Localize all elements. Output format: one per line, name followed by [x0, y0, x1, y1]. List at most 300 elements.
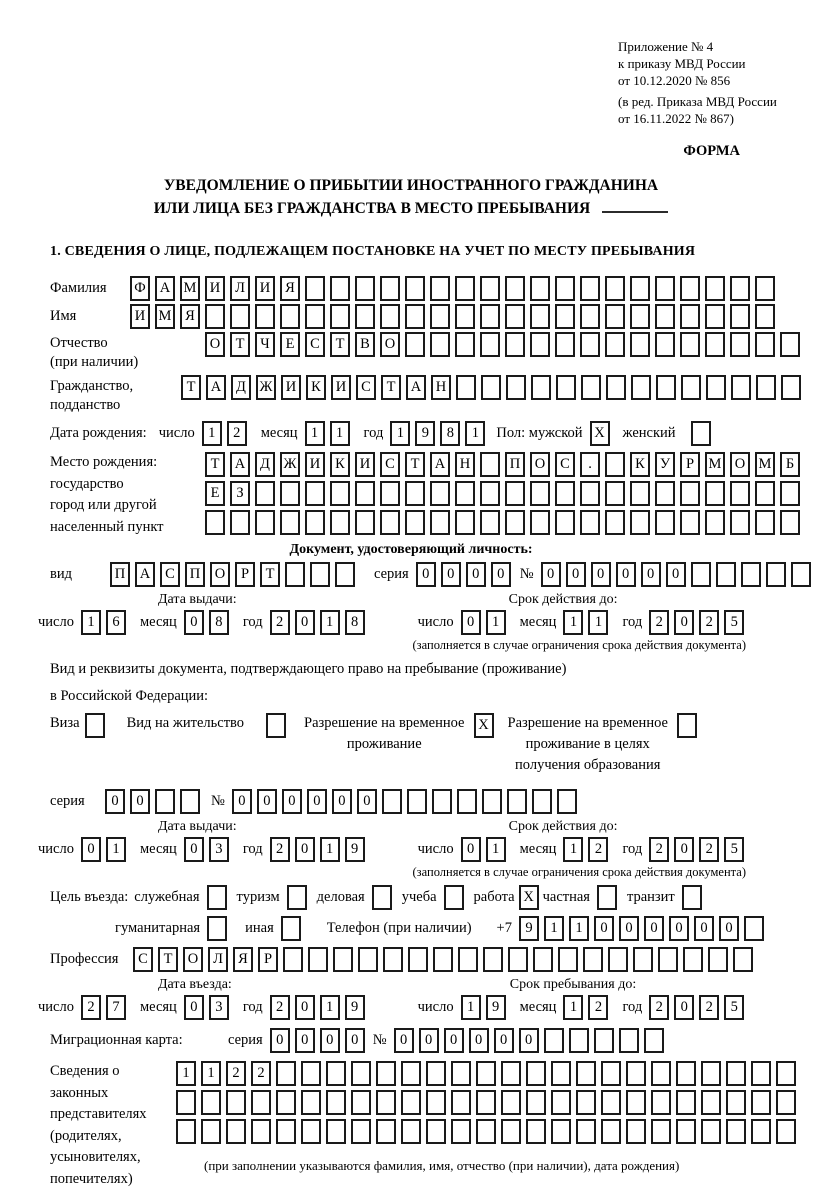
char-cell[interactable] [751, 1119, 771, 1144]
char-cell[interactable]: О [183, 947, 203, 972]
char-cell[interactable] [426, 1090, 446, 1115]
char-cell[interactable] [451, 1119, 471, 1144]
char-cell[interactable]: С [555, 452, 575, 477]
char-cell[interactable] [351, 1119, 371, 1144]
char-cell[interactable] [430, 481, 450, 506]
char-cell[interactable] [305, 510, 325, 535]
char-cell[interactable]: 0 [444, 1028, 464, 1053]
char-cell[interactable] [532, 789, 552, 814]
char-cell[interactable] [280, 304, 300, 329]
char-cell[interactable]: 5 [724, 995, 744, 1020]
char-cell[interactable] [456, 375, 476, 400]
char-cell[interactable] [691, 562, 711, 587]
char-cell[interactable]: 0 [461, 610, 481, 635]
char-cell[interactable]: 2 [81, 995, 101, 1020]
char-cell[interactable]: О [210, 562, 230, 587]
char-cell[interactable] [581, 375, 601, 400]
char-cell[interactable] [644, 1028, 664, 1053]
char-cell[interactable] [730, 481, 750, 506]
char-cell[interactable] [508, 947, 528, 972]
char-cell[interactable] [576, 1061, 596, 1086]
char-cell[interactable] [658, 947, 678, 972]
char-cell[interactable] [301, 1090, 321, 1115]
char-cell[interactable] [569, 1028, 589, 1053]
char-cell[interactable]: 2 [226, 1061, 246, 1086]
char-cell[interactable] [455, 510, 475, 535]
char-cell[interactable] [205, 510, 225, 535]
char-cell[interactable]: Н [455, 452, 475, 477]
char-cell[interactable] [432, 789, 452, 814]
char-cell[interactable] [555, 510, 575, 535]
char-cell[interactable] [680, 510, 700, 535]
char-cell[interactable]: 0 [669, 916, 689, 941]
char-cell[interactable]: 9 [345, 837, 365, 862]
char-cell[interactable]: 0 [616, 562, 636, 587]
char-cell[interactable] [780, 481, 800, 506]
char-cell[interactable] [476, 1090, 496, 1115]
char-cell[interactable] [726, 1061, 746, 1086]
char-cell[interactable] [308, 947, 328, 972]
char-cell[interactable]: Т [205, 452, 225, 477]
char-cell[interactable]: 2 [649, 610, 669, 635]
char-cell[interactable] [601, 1090, 621, 1115]
char-cell[interactable] [476, 1119, 496, 1144]
char-cell[interactable]: 0 [674, 610, 694, 635]
char-cell[interactable] [505, 481, 525, 506]
char-cell[interactable]: Р [258, 947, 278, 972]
char-cell[interactable]: 1 [563, 995, 583, 1020]
char-cell[interactable]: 0 [295, 837, 315, 862]
char-cell[interactable]: М [705, 452, 725, 477]
char-cell[interactable]: 5 [724, 837, 744, 862]
char-cell[interactable]: Ф [130, 276, 150, 301]
purpose-business-checkbox[interactable] [372, 885, 392, 910]
char-cell[interactable] [751, 1090, 771, 1115]
char-cell[interactable] [605, 452, 625, 477]
char-cell[interactable] [226, 1090, 246, 1115]
char-cell[interactable] [433, 947, 453, 972]
char-cell[interactable] [276, 1061, 296, 1086]
char-cell[interactable] [705, 276, 725, 301]
char-cell[interactable] [305, 276, 325, 301]
char-cell[interactable]: И [305, 452, 325, 477]
char-cell[interactable] [355, 481, 375, 506]
char-cell[interactable] [676, 1090, 696, 1115]
char-cell[interactable] [476, 1061, 496, 1086]
char-cell[interactable] [730, 276, 750, 301]
char-cell[interactable]: С [380, 452, 400, 477]
char-cell[interactable] [744, 916, 764, 941]
char-cell[interactable]: 1 [486, 837, 506, 862]
char-cell[interactable]: 0 [491, 562, 511, 587]
char-cell[interactable] [626, 1090, 646, 1115]
char-cell[interactable] [405, 276, 425, 301]
char-cell[interactable]: 0 [307, 789, 327, 814]
char-cell[interactable]: О [205, 332, 225, 357]
char-cell[interactable] [576, 1090, 596, 1115]
char-cell[interactable] [205, 304, 225, 329]
char-cell[interactable] [405, 510, 425, 535]
char-cell[interactable]: С [160, 562, 180, 587]
char-cell[interactable] [530, 276, 550, 301]
char-cell[interactable] [556, 375, 576, 400]
char-cell[interactable] [551, 1090, 571, 1115]
char-cell[interactable] [330, 481, 350, 506]
char-cell[interactable] [401, 1119, 421, 1144]
char-cell[interactable]: З [230, 481, 250, 506]
char-cell[interactable] [633, 947, 653, 972]
char-cell[interactable]: В [355, 332, 375, 357]
char-cell[interactable] [776, 1119, 796, 1144]
char-cell[interactable]: Т [405, 452, 425, 477]
char-cell[interactable]: О [380, 332, 400, 357]
char-cell[interactable] [683, 947, 703, 972]
char-cell[interactable] [457, 789, 477, 814]
char-cell[interactable] [680, 304, 700, 329]
char-cell[interactable] [335, 562, 355, 587]
char-cell[interactable]: 2 [270, 995, 290, 1020]
char-cell[interactable] [680, 332, 700, 357]
char-cell[interactable] [480, 452, 500, 477]
char-cell[interactable] [480, 481, 500, 506]
char-cell[interactable] [201, 1090, 221, 1115]
char-cell[interactable]: 8 [345, 610, 365, 635]
char-cell[interactable] [401, 1090, 421, 1115]
char-cell[interactable] [681, 375, 701, 400]
char-cell[interactable] [230, 304, 250, 329]
char-cell[interactable]: 0 [184, 610, 204, 635]
char-cell[interactable]: Я [280, 276, 300, 301]
char-cell[interactable]: Ж [256, 375, 276, 400]
char-cell[interactable]: И [281, 375, 301, 400]
char-cell[interactable]: С [356, 375, 376, 400]
char-cell[interactable] [251, 1119, 271, 1144]
char-cell[interactable]: 0 [641, 562, 661, 587]
char-cell[interactable]: А [406, 375, 426, 400]
char-cell[interactable] [630, 481, 650, 506]
char-cell[interactable] [601, 1119, 621, 1144]
char-cell[interactable] [726, 1090, 746, 1115]
char-cell[interactable]: 0 [674, 837, 694, 862]
char-cell[interactable]: Д [231, 375, 251, 400]
char-cell[interactable]: А [135, 562, 155, 587]
char-cell[interactable]: 1 [569, 916, 589, 941]
char-cell[interactable]: 0 [105, 789, 125, 814]
temp-permit-checkbox[interactable]: X [474, 713, 494, 738]
char-cell[interactable] [430, 510, 450, 535]
char-cell[interactable]: А [155, 276, 175, 301]
char-cell[interactable] [656, 375, 676, 400]
char-cell[interactable] [326, 1061, 346, 1086]
char-cell[interactable] [551, 1119, 571, 1144]
char-cell[interactable] [551, 1061, 571, 1086]
char-cell[interactable] [705, 332, 725, 357]
char-cell[interactable]: 7 [106, 995, 126, 1020]
char-cell[interactable] [626, 1061, 646, 1086]
char-cell[interactable] [555, 276, 575, 301]
char-cell[interactable]: О [530, 452, 550, 477]
char-cell[interactable]: Т [158, 947, 178, 972]
char-cell[interactable]: У [655, 452, 675, 477]
char-cell[interactable] [530, 481, 550, 506]
char-cell[interactable]: 0 [357, 789, 377, 814]
char-cell[interactable] [594, 1028, 614, 1053]
char-cell[interactable] [680, 481, 700, 506]
char-cell[interactable]: 1 [320, 610, 340, 635]
char-cell[interactable] [741, 562, 761, 587]
char-cell[interactable] [755, 304, 775, 329]
char-cell[interactable]: 1 [390, 421, 410, 446]
residence-permit-checkbox[interactable] [266, 713, 286, 738]
char-cell[interactable] [755, 481, 775, 506]
purpose-private-checkbox[interactable] [597, 885, 617, 910]
char-cell[interactable]: Т [181, 375, 201, 400]
char-cell[interactable] [608, 947, 628, 972]
char-cell[interactable]: 0 [469, 1028, 489, 1053]
char-cell[interactable] [730, 510, 750, 535]
char-cell[interactable] [355, 304, 375, 329]
char-cell[interactable]: 0 [494, 1028, 514, 1053]
char-cell[interactable] [380, 276, 400, 301]
char-cell[interactable] [480, 510, 500, 535]
char-cell[interactable]: И [355, 452, 375, 477]
char-cell[interactable] [651, 1119, 671, 1144]
char-cell[interactable]: Р [235, 562, 255, 587]
char-cell[interactable] [276, 1119, 296, 1144]
char-cell[interactable] [701, 1119, 721, 1144]
char-cell[interactable]: Т [230, 332, 250, 357]
char-cell[interactable]: 9 [345, 995, 365, 1020]
char-cell[interactable] [557, 789, 577, 814]
char-cell[interactable]: 0 [295, 610, 315, 635]
char-cell[interactable]: 9 [415, 421, 435, 446]
char-cell[interactable] [430, 332, 450, 357]
char-cell[interactable]: 0 [674, 995, 694, 1020]
visa-checkbox[interactable] [85, 713, 105, 738]
char-cell[interactable] [285, 562, 305, 587]
char-cell[interactable]: 2 [649, 837, 669, 862]
char-cell[interactable]: 0 [295, 1028, 315, 1053]
char-cell[interactable] [605, 276, 625, 301]
char-cell[interactable]: 2 [699, 995, 719, 1020]
char-cell[interactable] [751, 1061, 771, 1086]
char-cell[interactable]: 8 [209, 610, 229, 635]
char-cell[interactable] [480, 304, 500, 329]
char-cell[interactable] [755, 510, 775, 535]
char-cell[interactable] [558, 947, 578, 972]
char-cell[interactable] [655, 304, 675, 329]
char-cell[interactable]: 0 [694, 916, 714, 941]
char-cell[interactable]: 0 [644, 916, 664, 941]
char-cell[interactable] [405, 332, 425, 357]
char-cell[interactable]: И [130, 304, 150, 329]
char-cell[interactable]: 0 [282, 789, 302, 814]
char-cell[interactable] [383, 947, 403, 972]
char-cell[interactable]: Я [233, 947, 253, 972]
char-cell[interactable] [780, 332, 800, 357]
char-cell[interactable]: М [755, 452, 775, 477]
char-cell[interactable]: 1 [106, 837, 126, 862]
char-cell[interactable]: И [255, 276, 275, 301]
char-cell[interactable]: Л [208, 947, 228, 972]
char-cell[interactable]: 0 [184, 995, 204, 1020]
char-cell[interactable]: 0 [541, 562, 561, 587]
char-cell[interactable] [430, 276, 450, 301]
char-cell[interactable]: 0 [461, 837, 481, 862]
char-cell[interactable] [376, 1090, 396, 1115]
char-cell[interactable] [630, 332, 650, 357]
char-cell[interactable]: Б [780, 452, 800, 477]
char-cell[interactable] [276, 1090, 296, 1115]
char-cell[interactable] [791, 562, 811, 587]
char-cell[interactable]: 2 [270, 837, 290, 862]
char-cell[interactable]: Д [255, 452, 275, 477]
char-cell[interactable] [405, 304, 425, 329]
char-cell[interactable] [655, 332, 675, 357]
char-cell[interactable] [708, 947, 728, 972]
char-cell[interactable] [505, 276, 525, 301]
char-cell[interactable] [755, 332, 775, 357]
char-cell[interactable]: К [306, 375, 326, 400]
char-cell[interactable] [583, 947, 603, 972]
char-cell[interactable]: 1 [202, 421, 222, 446]
char-cell[interactable]: Р [680, 452, 700, 477]
char-cell[interactable]: П [110, 562, 130, 587]
char-cell[interactable] [376, 1061, 396, 1086]
char-cell[interactable]: 2 [227, 421, 247, 446]
char-cell[interactable]: 6 [106, 610, 126, 635]
char-cell[interactable] [501, 1119, 521, 1144]
char-cell[interactable] [333, 947, 353, 972]
char-cell[interactable] [380, 510, 400, 535]
char-cell[interactable] [480, 332, 500, 357]
char-cell[interactable] [580, 304, 600, 329]
char-cell[interactable] [701, 1061, 721, 1086]
char-cell[interactable]: 1 [320, 995, 340, 1020]
char-cell[interactable] [176, 1119, 196, 1144]
char-cell[interactable]: 0 [345, 1028, 365, 1053]
char-cell[interactable]: Н [431, 375, 451, 400]
char-cell[interactable] [305, 304, 325, 329]
char-cell[interactable] [776, 1061, 796, 1086]
char-cell[interactable]: Е [205, 481, 225, 506]
char-cell[interactable] [380, 304, 400, 329]
char-cell[interactable] [530, 510, 550, 535]
char-cell[interactable]: Т [381, 375, 401, 400]
char-cell[interactable]: 5 [724, 610, 744, 635]
char-cell[interactable]: 2 [699, 837, 719, 862]
char-cell[interactable]: 0 [566, 562, 586, 587]
char-cell[interactable]: И [331, 375, 351, 400]
char-cell[interactable] [405, 481, 425, 506]
char-cell[interactable]: 0 [130, 789, 150, 814]
purpose-tourism-checkbox[interactable] [287, 885, 307, 910]
char-cell[interactable] [482, 789, 502, 814]
char-cell[interactable] [756, 375, 776, 400]
char-cell[interactable] [705, 510, 725, 535]
char-cell[interactable] [766, 562, 786, 587]
char-cell[interactable] [458, 947, 478, 972]
char-cell[interactable] [255, 304, 275, 329]
char-cell[interactable] [705, 481, 725, 506]
char-cell[interactable]: М [180, 276, 200, 301]
char-cell[interactable] [555, 304, 575, 329]
char-cell[interactable] [555, 481, 575, 506]
char-cell[interactable] [580, 332, 600, 357]
char-cell[interactable] [455, 276, 475, 301]
char-cell[interactable] [201, 1119, 221, 1144]
purpose-humanitarian-checkbox[interactable] [207, 916, 227, 941]
char-cell[interactable]: 1 [486, 610, 506, 635]
char-cell[interactable] [355, 510, 375, 535]
char-cell[interactable] [455, 332, 475, 357]
char-cell[interactable] [426, 1061, 446, 1086]
char-cell[interactable]: 1 [563, 610, 583, 635]
char-cell[interactable] [176, 1090, 196, 1115]
char-cell[interactable]: 2 [270, 610, 290, 635]
char-cell[interactable] [655, 481, 675, 506]
male-checkbox[interactable]: X [590, 421, 610, 446]
char-cell[interactable] [305, 481, 325, 506]
char-cell[interactable] [455, 304, 475, 329]
char-cell[interactable] [180, 789, 200, 814]
char-cell[interactable]: 1 [330, 421, 350, 446]
char-cell[interactable] [630, 276, 650, 301]
char-cell[interactable] [283, 947, 303, 972]
char-cell[interactable] [776, 1090, 796, 1115]
char-cell[interactable]: . [580, 452, 600, 477]
char-cell[interactable]: 0 [594, 916, 614, 941]
char-cell[interactable] [676, 1061, 696, 1086]
char-cell[interactable]: А [206, 375, 226, 400]
char-cell[interactable]: 0 [519, 1028, 539, 1053]
char-cell[interactable]: И [205, 276, 225, 301]
char-cell[interactable] [507, 789, 527, 814]
char-cell[interactable] [230, 510, 250, 535]
char-cell[interactable]: 1 [461, 995, 481, 1020]
char-cell[interactable] [426, 1119, 446, 1144]
char-cell[interactable]: 0 [441, 562, 461, 587]
char-cell[interactable]: 3 [209, 837, 229, 862]
char-cell[interactable]: 0 [332, 789, 352, 814]
char-cell[interactable] [505, 510, 525, 535]
char-cell[interactable] [680, 276, 700, 301]
char-cell[interactable]: 0 [719, 916, 739, 941]
char-cell[interactable]: 1 [544, 916, 564, 941]
char-cell[interactable] [605, 481, 625, 506]
char-cell[interactable] [730, 332, 750, 357]
char-cell[interactable] [506, 375, 526, 400]
char-cell[interactable] [326, 1090, 346, 1115]
char-cell[interactable] [630, 510, 650, 535]
char-cell[interactable]: 1 [201, 1061, 221, 1086]
char-cell[interactable]: 0 [416, 562, 436, 587]
char-cell[interactable] [382, 789, 402, 814]
char-cell[interactable] [651, 1061, 671, 1086]
char-cell[interactable]: 1 [563, 837, 583, 862]
char-cell[interactable] [226, 1119, 246, 1144]
char-cell[interactable] [651, 1090, 671, 1115]
char-cell[interactable]: 0 [419, 1028, 439, 1053]
char-cell[interactable] [706, 375, 726, 400]
char-cell[interactable]: Я [180, 304, 200, 329]
char-cell[interactable] [716, 562, 736, 587]
char-cell[interactable]: 1 [305, 421, 325, 446]
char-cell[interactable] [481, 375, 501, 400]
char-cell[interactable] [755, 276, 775, 301]
char-cell[interactable]: 0 [81, 837, 101, 862]
char-cell[interactable] [555, 332, 575, 357]
